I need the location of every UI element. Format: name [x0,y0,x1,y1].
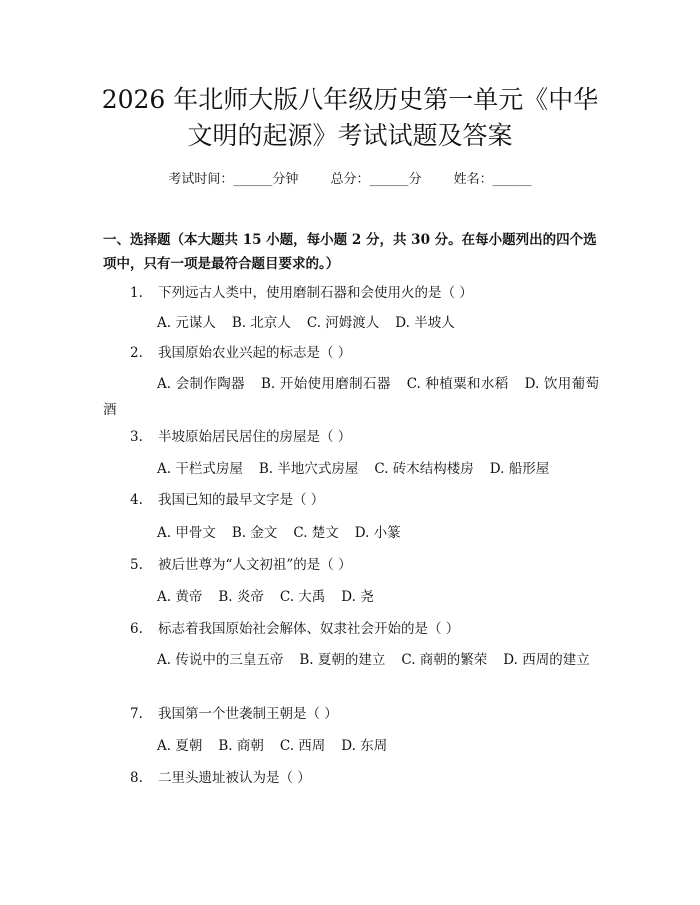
option: C. 商朝的繁荣 [401,652,488,668]
option: C. 河姆渡人 [306,315,380,331]
question [103,489,599,511]
question [103,554,599,576]
title-line-1: 2026 年北师大版八年级历史第一单元《中华 [101,85,599,114]
option: A. 干栏式房屋 [157,461,243,477]
question-stem: 半坡原始居民居住的房屋是（ ） [158,429,352,445]
question-stem: 标志着我国原始社会解体、奴隶社会开始的是（ ） [158,621,460,637]
question-number: 7. [130,706,143,722]
option: B. 夏朝的建立 [299,652,386,668]
exam-meta [0,168,700,187]
option: C. 西周 [279,738,326,754]
question-options [103,520,599,546]
student-name [454,172,532,187]
option: D. 西周的建立 [503,652,590,668]
question [103,618,599,640]
question-options [103,371,599,423]
question-stem: 二里头遗址被认为是（ ） [158,770,311,786]
option: A. 黄帝 [157,589,203,605]
question-number: 4. [130,492,143,508]
question-stem: 下列远古人类中，使用磨制石器和会使用火的是（ ） [158,285,473,301]
question-stem: 被后世尊为“人文初祖”的是（ ） [158,557,352,573]
score-unit: 分 [408,172,422,187]
option: D. 饮用葡萄酒 [103,376,599,418]
question [103,282,599,304]
score-blank: ______ [369,172,409,187]
question [103,342,599,364]
question-options [103,733,599,759]
exam-time [168,172,298,187]
question-stem: 我国第一个世袭制王朝是（ ） [158,706,338,722]
time-unit: 分钟 [272,172,299,187]
total-score [330,172,421,187]
question-number: 3. [130,429,143,445]
question [103,703,599,725]
question-number: 6. [130,621,143,637]
exam-title [60,82,640,154]
question-number: 1. [130,285,143,301]
option: A. 甲骨文 [157,525,216,541]
question-options [103,456,599,482]
name-blank: ______ [492,172,532,187]
name-label: 姓名： [453,172,493,187]
option: B. 商朝 [218,738,264,754]
question [103,426,599,448]
option: A. 会制作陶器 [157,376,245,392]
section-title-line-2: 项中，只有一项是最符合题目要求的。） [103,256,340,272]
question-options [103,584,599,610]
option: A. 元谋人 [157,315,216,331]
option: C. 种植粟和水稻 [406,376,509,392]
title-line-2: 文明的起源》考试试题及答案 [187,121,513,150]
question-stem: 我国已知的最早文字是（ ） [158,492,325,508]
option: D. 半坡人 [395,315,455,331]
question-number: 2. [130,345,143,361]
section-title [103,228,599,276]
option: C. 楚文 [293,525,339,541]
option: C. 砖木结构楼房 [374,461,474,477]
option: B. 开始使用磨制石器 [260,376,391,392]
time-blank: ______ [233,172,273,187]
option: A. 传说中的三皇五帝 [157,652,284,668]
option: B. 半地穴式房屋 [258,461,359,477]
time-label: 考试时间： [168,172,234,187]
score-label: 总分： [330,172,370,187]
option: C. 大禹 [279,589,326,605]
option: D. 船形屋 [489,461,550,477]
option: D. 小篆 [354,525,401,541]
question-options [103,647,599,673]
question-number: 8. [130,770,143,786]
question-stem: 我国原始农业兴起的标志是（ ） [158,345,352,361]
option: D. 尧 [341,589,374,605]
option: B. 北京人 [231,315,291,331]
question-options [103,310,599,336]
question [103,767,599,789]
question-number: 5. [130,557,143,573]
option: D. 东周 [341,738,388,754]
section-title-line-1: 一、选择题（本大题共 15 小题，每小题 2 分，共 30 分。在每小题列出的四个选 [103,232,597,248]
option: B. 金文 [231,525,278,541]
option: A. 夏朝 [157,738,203,754]
option: B. 炎帝 [218,589,264,605]
